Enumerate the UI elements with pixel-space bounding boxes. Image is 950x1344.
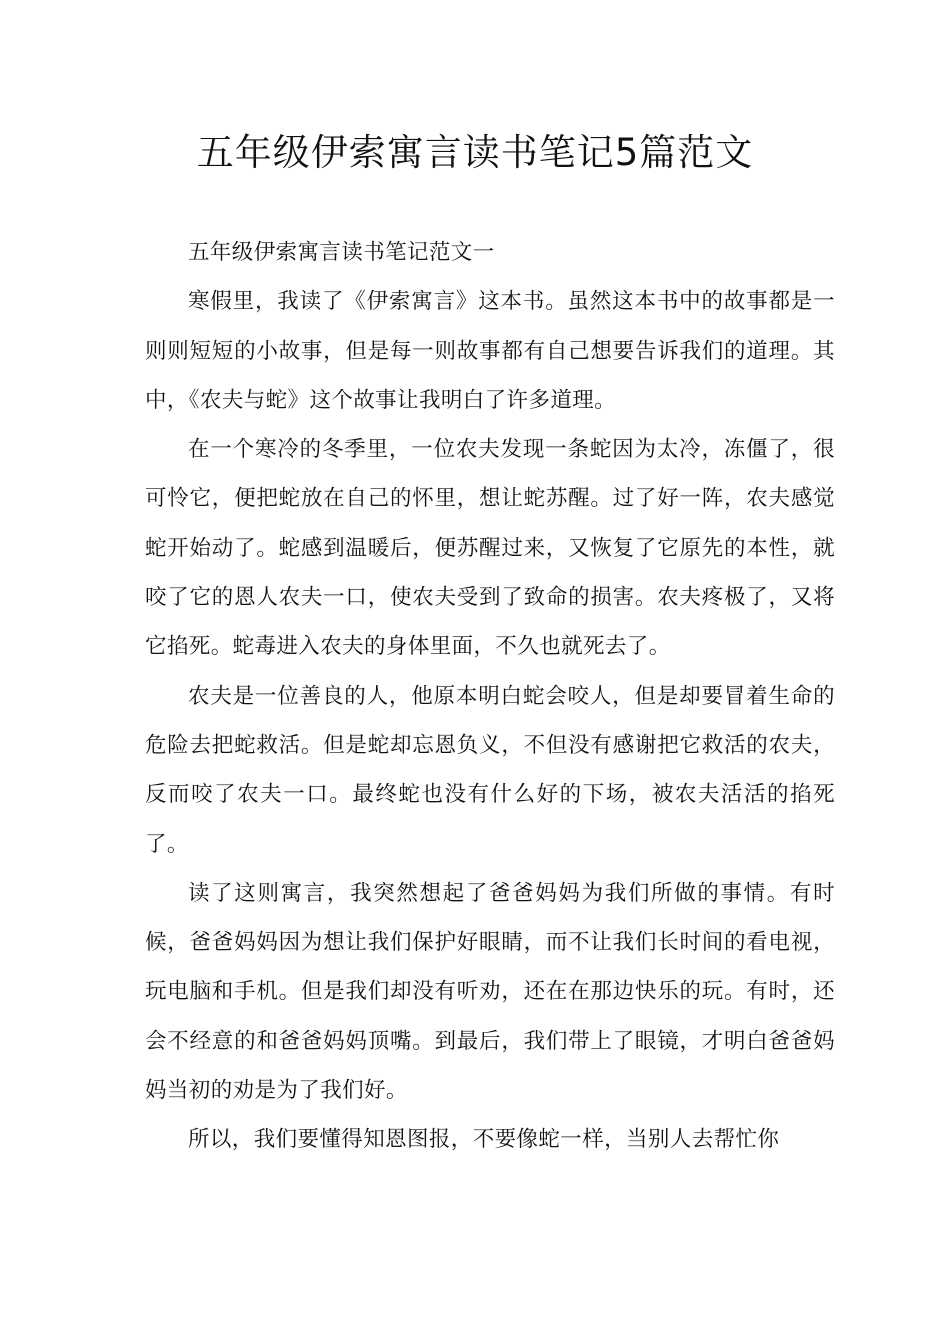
paragraph-5: 所以，我们要懂得知恩图报，不要像蛇一样，当别人去帮忙你 [188, 1127, 780, 1153]
paragraph-3: 农夫是一位善良的人，他原本明白蛇会咬人，但是却要冒着生命的危险去把蛇救活。但是蛇却忘恩负义，不但没有感谢把它救活的农夫，反而咬了农夫一口。最终蛇也没有什么好的下场，被农夫活活的掐死了。 [145, 683, 835, 857]
document-body [145, 228, 835, 1165]
paragraph-4: 读了这则寓言，我突然想起了爸爸妈妈为我们所做的事情。有时候，爸爸妈妈因为想让我们保护好眼睛，而不让我们长时间的看电视，玩电脑和手机。但是我们却没有听劝，还在在那边快乐的玩。有时，还会不经意的和爸爸妈妈顶嘴。到最后，我们带上了眼镜，才明白爸爸妈妈当初的劝是为了我们好。 [145, 880, 835, 1104]
paragraph-1: 寒假里，我读了《伊索寓言》这本书。虽然这本书中的故事都是一则则短短的小故事，但是每一则故事都有自己想要告诉我们的道理。其中，《农夫与蛇》这个故事让我明白了许多道理。 [145, 289, 835, 413]
paragraph-2: 在一个寒冷的冬季里，一位农夫发现一条蛇因为太冷，冻僵了，很可怜它，便把蛇放在自己的怀里，想让蛇苏醒。过了好一阵，农夫感觉蛇开始动了。蛇感到温暖后，便苏醒过来，又恢复了它原先的本性，就咬了它的恩人农夫一口，使农夫受到了致命的损害。农夫疼极了，又将它掐死。蛇毒进入农夫的身体里面，不久也就死去了。 [145, 437, 835, 660]
document-title: 五年级伊索寓言读书笔记5篇范文 [196, 131, 754, 174]
section-heading: 五年级伊索寓言读书笔记范文一 [188, 240, 495, 265]
